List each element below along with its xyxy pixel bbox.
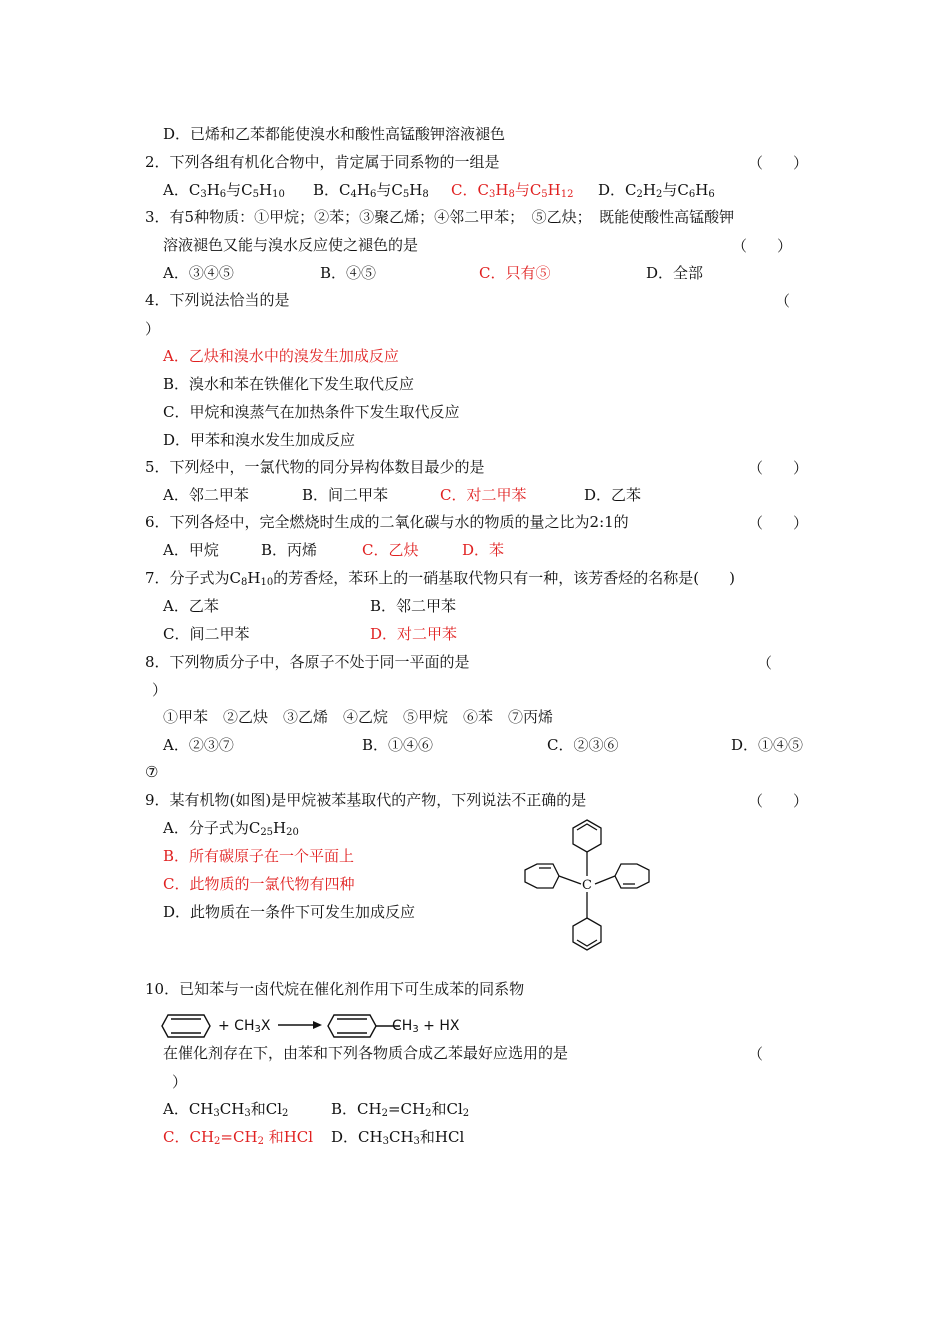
q9-option-a: A．分子式为$C_{25}H_{20}$ <box>163 819 299 838</box>
q3-stem-line2: 溶液褪色又能与溴水反应使之褪色的是 <box>163 236 419 254</box>
reaction-arrow-icon <box>278 1018 322 1032</box>
tetraphenylmethane-structure <box>515 818 660 968</box>
q10-eq-product: $CH_3$ + HX <box>392 1018 460 1035</box>
q6-option-d: D．苯 <box>462 541 505 559</box>
benzene-reactant-icon <box>160 1012 212 1040</box>
q10-paren-open[interactable]: （ <box>748 1045 764 1063</box>
q7-option-d: D．对二甲苯 <box>370 625 458 643</box>
q5-option-a: A．邻二甲苯 <box>163 486 249 504</box>
q8-option-a: A．②③⑦ <box>163 736 234 754</box>
q4-paren-open[interactable]: （ <box>775 292 791 310</box>
q2-option-c: C．$C_3H_8$与$C_5H_{12}$ <box>451 181 574 200</box>
q10-eq-reagent: + $CH_3X$ <box>218 1018 271 1035</box>
q9-option-b: B．所有碳原子在一个平面上 <box>163 847 355 865</box>
q7-option-a: A．乙苯 <box>163 597 219 615</box>
q2-answer-paren[interactable]: （ ） <box>748 154 809 172</box>
q2-option-a: A．$C_3H_6$与$C_5H_{10}$ <box>163 181 285 200</box>
q8-option-c: C．②③⑥ <box>547 736 619 754</box>
q9-answer-paren[interactable]: （ ） <box>748 792 809 810</box>
q4-option-c: C．甲烷和溴蒸气在加热条件下发生取代反应 <box>163 403 460 421</box>
q9-option-c: C．此物质的一氯代物有四种 <box>163 875 355 893</box>
q8-items: ①甲苯 ②乙炔 ③乙烯 ④乙烷 ⑤甲烷 ⑥苯 ⑦丙烯 <box>163 708 554 726</box>
q7-option-b: B．邻二甲苯 <box>370 597 457 615</box>
q3-option-d: D．全部 <box>646 264 704 282</box>
q5-option-c: C．对二甲苯 <box>440 486 527 504</box>
q6-option-b: B．丙烯 <box>261 541 318 559</box>
q2-stem: 2．下列各组有机化合物中，肯定属于同系物的一组是 <box>145 153 500 171</box>
q10-option-c: C．$CH_2=CH_2$ 和HCl <box>163 1128 314 1147</box>
q8-stem: 8．下列物质分子中，各原子不处于同一平面的是 <box>145 653 470 671</box>
q1-option-d: D．已烯和乙苯都能使溴水和酸性高锰酸钾溶液褪色 <box>163 125 506 143</box>
q8-paren-close: ） <box>152 681 168 699</box>
q2-option-d: D．$C_2H_2$与$C_6H_6$ <box>598 181 715 200</box>
q4-paren-close: ） <box>145 320 161 338</box>
q3-option-b: B．④⑤ <box>320 264 377 282</box>
q6-option-a: A．甲烷 <box>163 541 219 559</box>
q10-option-b: B．$CH_2=CH_2$和$Cl_2$ <box>331 1100 470 1119</box>
q5-stem: 5．下列烃中，一氯代物的同分异构体数目最少的是 <box>145 458 485 476</box>
q4-option-b: B．溴水和苯在铁催化下发生取代反应 <box>163 375 415 393</box>
q10-stem2: 在催化剂存在下，由苯和下列各物质合成乙苯最好应选用的是 <box>163 1044 569 1062</box>
center-carbon-label: C <box>582 878 592 893</box>
q4-option-d: D．甲苯和溴水发生加成反应 <box>163 431 356 449</box>
q8-option-d: D．①④⑤ <box>731 736 804 754</box>
q9-stem: 9．某有机物(如图)是甲烷被苯基取代的产物，下列说法不正确的是 <box>145 791 587 809</box>
q6-stem: 6．下列各烃中，完全燃烧时生成的二氧化碳与水的物质的量之比为2:1的 <box>145 513 629 531</box>
q8-option-b: B．①④⑥ <box>362 736 434 754</box>
q8-paren-open[interactable]: （ <box>757 654 773 672</box>
q3-option-a: A．③④⑤ <box>163 264 234 282</box>
q10-paren-close: ） <box>172 1073 188 1091</box>
q7-stem: 7．分子式为$C_8H_{10}$的芳香烃，苯环上的一硝基取代物只有一种，该芳香烃的名称是( ) <box>145 569 735 588</box>
q3-stem-line1: 3．有5种物质：①甲烷；②苯；③聚乙烯；④邻二甲苯； ⑤乙炔； 既能使酸性高锰酸钾 <box>145 208 735 226</box>
q10-option-a: A．$CH_3CH_3$和$Cl_2$ <box>163 1100 289 1119</box>
q6-option-c: C．乙炔 <box>362 541 419 559</box>
q5-answer-paren[interactable]: （ ） <box>748 459 809 477</box>
q7-option-c: C．间二甲苯 <box>163 625 250 643</box>
q8-option-d-cont: ⑦ <box>145 763 159 781</box>
q4-option-a: A．乙炔和溴水中的溴发生加成反应 <box>163 347 399 365</box>
q6-answer-paren[interactable]: （ ） <box>748 514 809 532</box>
q4-stem: 4．下列说法恰当的是 <box>145 291 290 309</box>
q10-option-d: D．$CH_3CH_3$和HCl <box>331 1128 465 1147</box>
q10-stem: 10．已知苯与一卤代烷在催化剂作用下可生成苯的同系物 <box>145 980 525 998</box>
q5-option-b: B．间二甲苯 <box>302 486 389 504</box>
q3-option-c: C．只有⑤ <box>479 264 551 282</box>
q5-option-d: D．乙苯 <box>584 486 642 504</box>
q9-option-d: D．此物质在一条件下可发生加成反应 <box>163 903 416 921</box>
q2-option-b: B．$C_4H_6$与$C_5H_8$ <box>313 181 429 200</box>
benzene-product-icon <box>326 1012 402 1040</box>
q3-answer-paren[interactable]: （ ） <box>732 237 793 255</box>
